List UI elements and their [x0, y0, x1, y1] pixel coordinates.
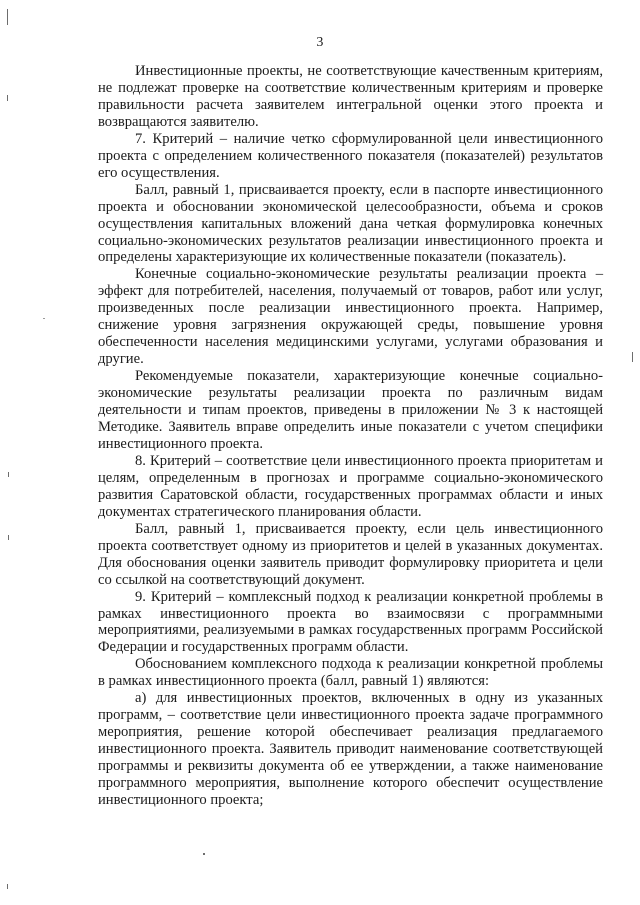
scan-edge-mark: [7, 9, 8, 25]
scan-edge-mark: [8, 535, 9, 540]
paragraph-item-a: а) для инвестиционных проектов, включенных в одну из указанных программ, – соответствие цели инвестиционного проекта задаче программного мероприятия, решение которой обеспечивает реализация предлагаемого инвестиционного проекта. Заявитель приводит наименование соответствующей программы и реквизиты документа об ее утверждении, а также наименование программного мероприятия, выполнение которого обеспечит осуществление инвестиционного проекта;: [98, 690, 603, 808]
scan-edge-mark: [632, 352, 633, 362]
paragraph-criterion-9: 9. Критерий – комплексный подход к реализации конкретной проблемы в рамках инвестиционного проекта во взаимосвязи с программными мероприятиями, реализуемыми в рамках государственных программ Российской Федерации и государственных программ области.: [98, 588, 603, 656]
scan-edge-mark: [8, 472, 9, 477]
scan-edge-mark: [7, 95, 8, 101]
paragraph-nonconforming-projects: Инвестиционные проекты, не соответствующие качественным критериям, не подлежат проверке на соответствие количественным критериям и проверке правильности расчета заявителем интегральной оценки этого проекта и возвращаются заявителю.: [98, 63, 603, 130]
page-number: 3: [316, 35, 324, 50]
scan-speck: [43, 318, 45, 319]
scan-edge-mark: [7, 884, 8, 889]
document-body: [98, 63, 603, 809]
paragraph-criterion-7-score: Балл, равный 1, присваивается проекту, если в паспорте инвестиционного проекта и обосновании экономической целесообразности, объема и сроков осуществления капитальных вложений дана четкая формулировка конечных социально-экономических результатов реализации инвестиционного проекта и определены характеризующие их количественные показатели (показатель).: [98, 181, 603, 266]
paragraph-recommended-indicators: Рекомендуемые показатели, характеризующие конечные социально-экономические результаты реализации проекта по различным видам деятельности и типам проектов, приведены в приложении № 3 к настоящей Методике. Заявитель вправе определить иные показатели с учетом специфики инвестиционного проекта.: [98, 368, 603, 452]
scan-speck: [203, 853, 205, 855]
paragraph-final-results-definition: Конечные социально-экономические результаты реализации проекта – эффект для потребителей, населения, получаемый от товаров, работ или услуг, произведенных после реализации инвестиционного проекта. Например, снижение уровня загрязнения окружающей среды, повышение уровня обеспеченности населения медицинскими услугами, услугами образования и другие.: [98, 266, 603, 368]
paragraph-criterion-8-score: Балл, равный 1, присваивается проекту, если цель инвестиционного проекта соответствует одному из приоритетов и целей в указанных документах. Для обоснования оценки заявитель приводит формулировку приоритета и цели со ссылкой на соответствующий документ.: [98, 520, 603, 588]
paragraph-complex-approach-basis: Обоснованием комплексного подхода к реализации конкретной проблемы в рамках инвестиционного проекта (балл, равный 1) являются:: [98, 656, 603, 690]
paragraph-criterion-8: 8. Критерий – соответствие цели инвестиционного проекта приоритетам и целям, определенным в прогнозах и программе социально-экономического развития Саратовской области, государственных программах области и иных документах стратегического планирования области.: [98, 452, 603, 520]
paragraph-criterion-7: 7. Критерий – наличие четко сформулированной цели инвестиционного проекта с определением количественного показателя (показателей) результатов его осуществления.: [98, 130, 603, 181]
